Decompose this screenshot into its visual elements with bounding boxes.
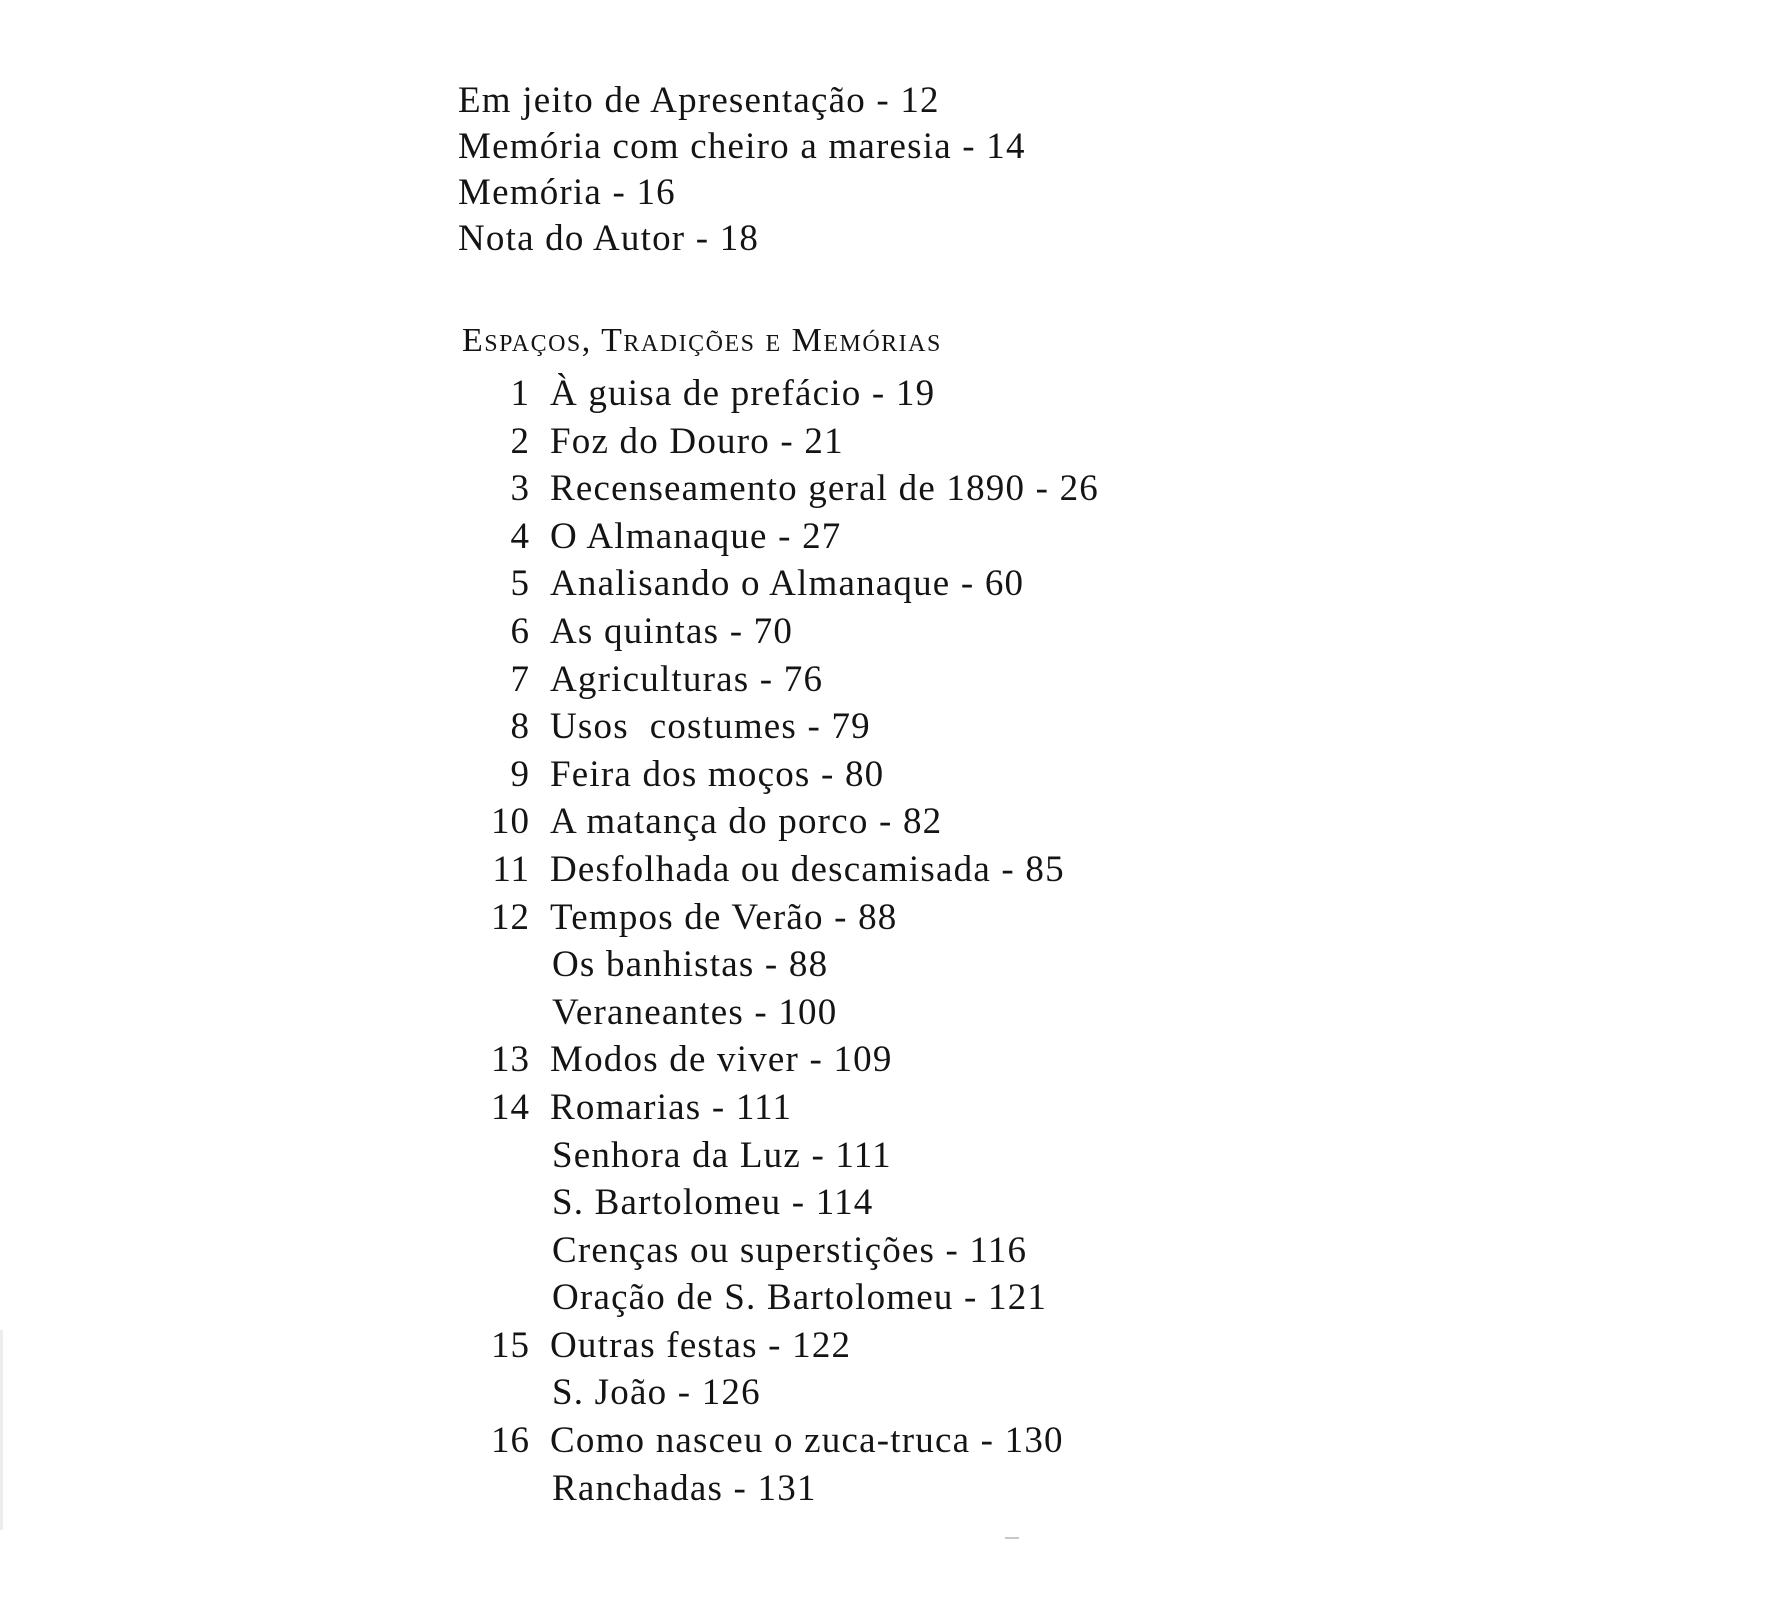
chapter-number: 12	[491, 896, 530, 938]
subchapter-title: Crenças ou superstições - 116	[552, 1229, 1028, 1271]
chapter-title: À guisa de prefácio - 19	[550, 373, 936, 414]
chapter-number: 6	[510, 610, 530, 652]
chapter-number: 13	[491, 1039, 530, 1081]
chapter-number: 5	[510, 563, 530, 605]
chapter-number: 9	[510, 753, 530, 795]
chapter-title: Recenseamento geral de 1890 - 26	[550, 468, 1100, 510]
chapter-title: Analisando o Almanaque - 60	[550, 563, 1025, 605]
subchapter-title: Os banhistas - 88	[552, 944, 829, 986]
chapter-number: 4	[510, 515, 530, 557]
chapter-number: 3	[510, 468, 530, 510]
chapter-number: 7	[510, 658, 530, 700]
chapter-title: Tempos de Verão - 88	[550, 896, 898, 938]
scan-edge-shadow	[0, 1330, 3, 1530]
section-heading: Espaços, Tradições e Memórias	[462, 322, 942, 359]
front-matter-item: Memória com cheiro a maresia - 14	[458, 126, 1026, 167]
chapter-number: 10	[491, 801, 530, 843]
chapter-title: Desfolhada ou descamisada - 85	[550, 848, 1065, 890]
chapter-number: 2	[510, 420, 530, 462]
chapter-number: 1	[510, 373, 530, 414]
front-matter-item: Em jeito de Apresentação - 12	[458, 80, 940, 121]
chapter-title: Romarias - 111	[550, 1086, 793, 1128]
subchapter-title: Senhora da Luz - 111	[552, 1134, 892, 1176]
chapter-title: Foz do Douro - 21	[550, 420, 844, 462]
subchapter-title: Ranchadas - 131	[552, 1467, 817, 1509]
chapter-title: O Almanaque - 27	[550, 515, 842, 557]
subchapter-title: Oração de S. Bartolomeu - 121	[552, 1277, 1048, 1319]
chapter-title: Outras festas - 122	[550, 1324, 852, 1366]
subchapter-title: S. João - 126	[552, 1372, 761, 1414]
front-matter-list	[458, 78, 1026, 262]
chapter-number: 11	[492, 848, 530, 890]
scan-speck	[1005, 1537, 1019, 1539]
chapter-title: Agriculturas - 76	[550, 658, 824, 700]
chapter-number: 14	[491, 1086, 530, 1128]
front-matter-item: Memória - 16	[458, 172, 676, 213]
chapter-title: As quintas - 70	[550, 610, 794, 652]
chapter-title: Usos costumes - 79	[550, 706, 871, 748]
chapter-title: Feira dos moços - 80	[550, 753, 885, 795]
subchapter-title: S. Bartolomeu - 114	[552, 1182, 874, 1224]
chapter-number: 15	[491, 1324, 530, 1366]
front-matter-item: Nota do Autor - 18	[458, 218, 760, 259]
subchapter-title: Veraneantes - 100	[552, 991, 838, 1033]
chapter-title: A matança do porco - 82	[550, 801, 943, 843]
chapter-number: 8	[510, 706, 530, 748]
chapter-number: 16	[491, 1420, 530, 1462]
chapter-title: Como nasceu o zuca-truca - 130	[550, 1420, 1064, 1462]
chapter-title: Modos de viver - 109	[550, 1039, 893, 1081]
